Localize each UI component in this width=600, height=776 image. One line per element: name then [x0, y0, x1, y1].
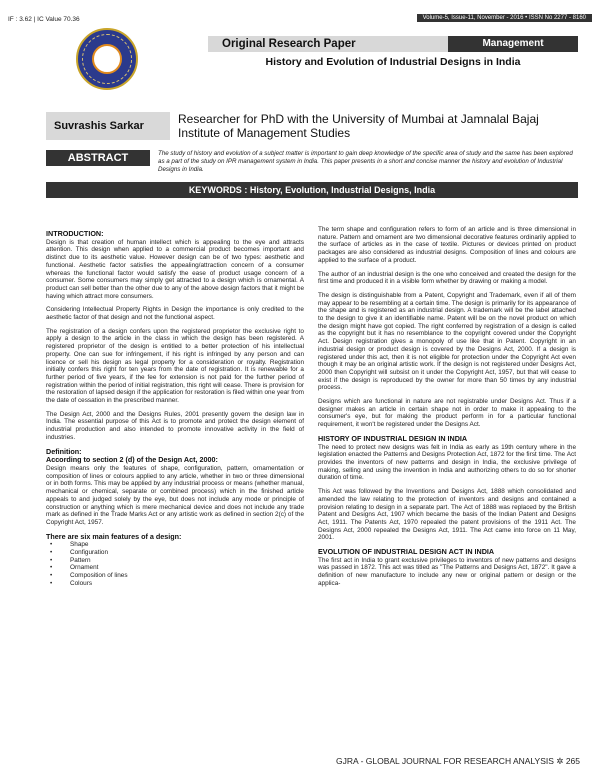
subsection-heading: According to section 2 (d) of the Design Act, 2000: — [46, 455, 218, 465]
keywords-bar: KEYWORDS : History, Evolution, Industrial Designs, India — [46, 182, 578, 198]
footer-journal: GJRA - GLOBAL JOURNAL FOR RESEARCH ANALYSIS — [336, 756, 554, 766]
paragraph: The first act in India to grant exclusive privileges to inventors of new patterns and designs was passed in 1872. This act was titled as "The Patterns and Designs Act, 1872". It gave a definition of new manufacture to include any new or original pattern or design or the applica- — [318, 556, 576, 587]
list-item: • Configuration — [70, 549, 304, 557]
paragraph: The need to protect new designs was felt in India as early as 19th century where in the legislation enacted the Patterns and Designs Protection Act, 1872 for the first time. The Act provides the inventors of new patterns and design in India, the exclusive privilege of making, selling and using the invention in India and authorizing others to do so for shorter duration of time. — [318, 443, 576, 482]
category-badge: Management — [448, 36, 578, 52]
paragraph: Considering Intellectual Property Rights in Design the importance is only credited to the aesthetic factor of that design and not the functional aspect. — [46, 306, 304, 322]
section-heading: INTRODUCTION: — [46, 229, 104, 238]
list-item: • Shape — [70, 541, 304, 549]
paragraph: The author of an industrial design is the one who conceived and created the design for the first time and produced it in a visible form whether by drawing or making a model. — [318, 270, 576, 286]
paragraph: The design is distinguishable from a Patent, Copyright and Trademark, even if all of them may appear to be resembling at a certain time. The design is primarily for its appearance of the shape and is registered as an industrial design. A trademark will be the label attached to the design to give it an identifiable name. Patent will be on the novel product on which the design might have got copied. The right conferred by registration of a design is called as the copyright but it has no resemblance to the copyright covered under the Copyright Act. Design registration gives a monopoly of use like that in Patent. Copyright in an industrial design or product design is covered by the Designs Act, 2000. If a design is registered under this act, then it is not eligible for protection under the Copyright Act even though it may be an original artistic work. If the design is not registered under Designs Act, 2000 then Copyright will subsist on it under the Copyright Act, 1957, but that will cease to exist if the design is reproduced by the owner for more than 50 times by any industrial process. — [318, 291, 576, 392]
paragraph: This Act was followed by the Inventions and Designs Act, 1888 which consolidated and amended the law relating to the protection of inventors and designs and contained a provision relating to design in a separate part. The Act of 1888 was replaced by the British Patent and Designs Act, 1907 which became the basis of the Indian Patent and Designs Act, 1911. The Patents Act, 1970 repealed the patent provisions of the 1911 Act. The Designs Act, 2000 repealed the Designs Act, 1911. The Act came into force on 11 May, 2001. — [318, 488, 576, 542]
running-header — [8, 14, 592, 26]
list-item: • Composition of lines — [70, 572, 304, 580]
author-name: Suvrashis Sarkar — [46, 112, 170, 140]
right-column — [318, 226, 576, 594]
list-item: • Ornament — [70, 564, 304, 572]
section-heading: EVOLUTION OF INDUSTRIAL DESIGN ACT IN INDIA — [318, 547, 495, 557]
paragraph: Design means only the features of shape, configuration, pattern, ornamentation or composition of lines or colours applied to any article, whether in two or three dimensional or in both forms. This may be applied by any industrial process or means (whether manual, mechanical or chemical, separate or combined process) which in the finished article appeals to and judged solely by the eye, but does not include any mode or principle of construction or anything which is mere mechanical device and does not include any trade mark as defined in the Trade Marks Act or any artistic work as defined in section 2(c) of the Copyright Act, 1957. — [46, 464, 304, 526]
features-list — [46, 541, 304, 587]
paragraph: Designs which are functional in nature are not registrable under Designs Act. Thus if a designer makes an article in certain shape not in order to make it appealing to the consumer's eye, but for making the product perform in for a particular functional requirement, it won't be registered under the Designs Act. — [318, 398, 576, 429]
abstract-label: ABSTRACT — [46, 150, 150, 166]
paper-title: History and Evolution of Industrial Designs in India — [265, 56, 521, 68]
star-icon: ✲ — [556, 756, 564, 766]
journal-emblem-icon — [76, 28, 138, 90]
author-affiliation: Researcher for PhD with the University of Mumbai at Jamnalal Bajaj Institute of Management Studies — [178, 112, 539, 140]
list-item: • Pattern — [70, 557, 304, 565]
left-column — [46, 226, 304, 588]
list-item: • Colours — [70, 580, 304, 588]
section-heading: HISTORY OF INDUSTRIAL DESIGN IN INDIA — [318, 433, 468, 443]
section-heading: Definition: — [46, 446, 82, 456]
paragraph: Design is that creation of human intellect which is appealing to the eye and attracts attention. This design when applied to a commercial product becomes important and distinct due to its aesthetic value. However design can be of two types: aesthetic and functional. Aesthetic factor satisfies the appealing/attraction concern of a consumer whereas the functional factor would satisfy the ease of product usage concern of a consumer. Some consumers may simply get attracted to a design which is ornamental. A product can sell better than the other due to any of the above design factors that it might be having which attract more consumers. — [46, 238, 304, 300]
abstract-text: The study of history and evolution of a subject matter is important to gain deep knowledge of the specific area of study and the same has been explored as a part of the study on IPR management system in India. This paper presents in a short and concise manner the history and evolution of Industrial Designs in India. — [158, 150, 573, 173]
page-footer — [300, 756, 580, 767]
impact-factor: IF : 3.62 | IC Value 70.36 — [8, 16, 80, 23]
section-heading: There are six main features of a design: — [46, 531, 182, 541]
paragraph: The registration of a design confers upon the registered proprietor the exclusive right to apply a design to the article in the class in which the design has been registered. A registered proprietor of the design is entitled to a better protection of his intellectual property. One can sue for infringement, if his right is infringed by any person and can licence or sell his design as legal property for a consideration or royalty. Registration initially confers this right for ten years from the date of registration. It is renewable for a further period of five years, if the fee for extension is not paid for the further period of registration within the period of initial registration, this right will cease. There is provision for the restoration of lapsed design if the application for restoration is filed within one year from the date of cessation in the prescribed manner. — [46, 327, 304, 405]
volume-issn: Volume-5, Issue-11, November - 2016 • ISSN No 2277 - 8160 — [417, 14, 592, 22]
paragraph: The term shape and configuration refers to form of an article and is three dimensional in nature. Pattern and ornament are two dimensional decorative features ordinarily applied to the surface of articles as in the case of textile. Pictures or devices printed on product packages are also considered as industrial designs. Composition of lines and colours are applied to the surface of a product. — [318, 226, 576, 264]
paragraph: The Design Act, 2000 and the Designs Rules, 2001 presently govern the design law in India. The essential purpose of this Act is to promote and protect the design element of industrial production and also intended to promote innovative activity in the field of industries. — [46, 410, 304, 441]
page-number: 265 — [565, 756, 580, 766]
paper-type-banner: Original Research Paper — [208, 36, 448, 52]
